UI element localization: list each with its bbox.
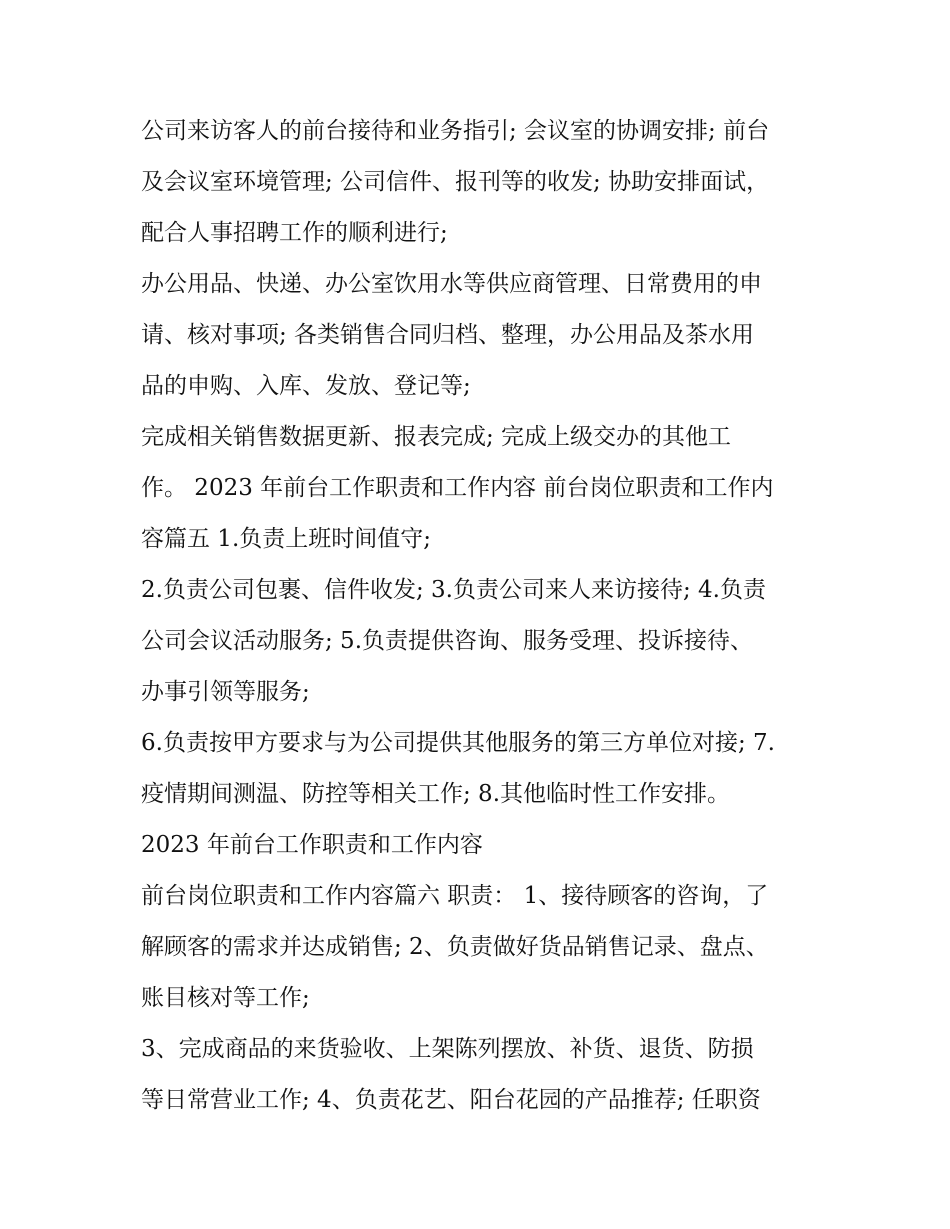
text-line: 3、完成商品的来货验收、上架陈列摆放、补货、退货、防损 (141, 1036, 754, 1062)
text-line: 作。 2023 年前台工作职责和工作内容 前台岗位职责和工作内 (141, 475, 774, 501)
text-line: 办公用品、快递、办公室饮用水等供应商管理、日常费用的申 (141, 271, 762, 297)
document-body (141, 106, 821, 1126)
text-line: 疫情期间测温、防控等相关工作; 8.其他临时性工作安排。 (141, 781, 731, 807)
text-line: 容篇五 1.负责上班时间值守; (141, 526, 432, 552)
text-line: 等日常营业工作; 4、负责花艺、阳台花园的产品推荐; 任职资 (141, 1087, 761, 1113)
text-line: 前台岗位职责和工作内容篇六 职责： 1、接待顾客的咨询，了 (141, 883, 769, 909)
text-line: 办事引领等服务; (141, 679, 310, 705)
text-line: 2.负责公司包裹、信件收发; 3.负责公司来人来访接待; 4.负责 (141, 577, 766, 603)
text-line: 公司会议活动服务; 5.负责提供咨询、服务受理、投诉接待、 (141, 628, 754, 654)
text-line: 公司来访客人的前台接待和业务指引; 会议室的协调安排; 前台 (141, 118, 770, 144)
text-line: 完成相关销售数据更新、报表完成; 完成上级交办的其他工 (141, 424, 732, 450)
text-line: 请、核对事项; 各类销售合同归档、整理，办公用品及茶水用 (141, 322, 755, 348)
text-line: 品的申购、入库、发放、登记等; (141, 373, 471, 399)
text-line: 及会议室环境管理; 公司信件、报刊等的收发; 协助安排面试， (141, 169, 770, 195)
text-line: 配合人事招聘工作的顺利进行; (141, 220, 448, 246)
text-line: 6.负责按甲方要求与为公司提供其他服务的第三方单位对接; 7. (141, 730, 775, 756)
text-line: 解顾客的需求并达成销售; 2、负责做好货品销售记录、盘点、 (141, 934, 769, 960)
text-line: 账目核对等工作; (141, 985, 310, 1011)
text-line: 2023 年前台工作职责和工作内容 (141, 832, 483, 858)
